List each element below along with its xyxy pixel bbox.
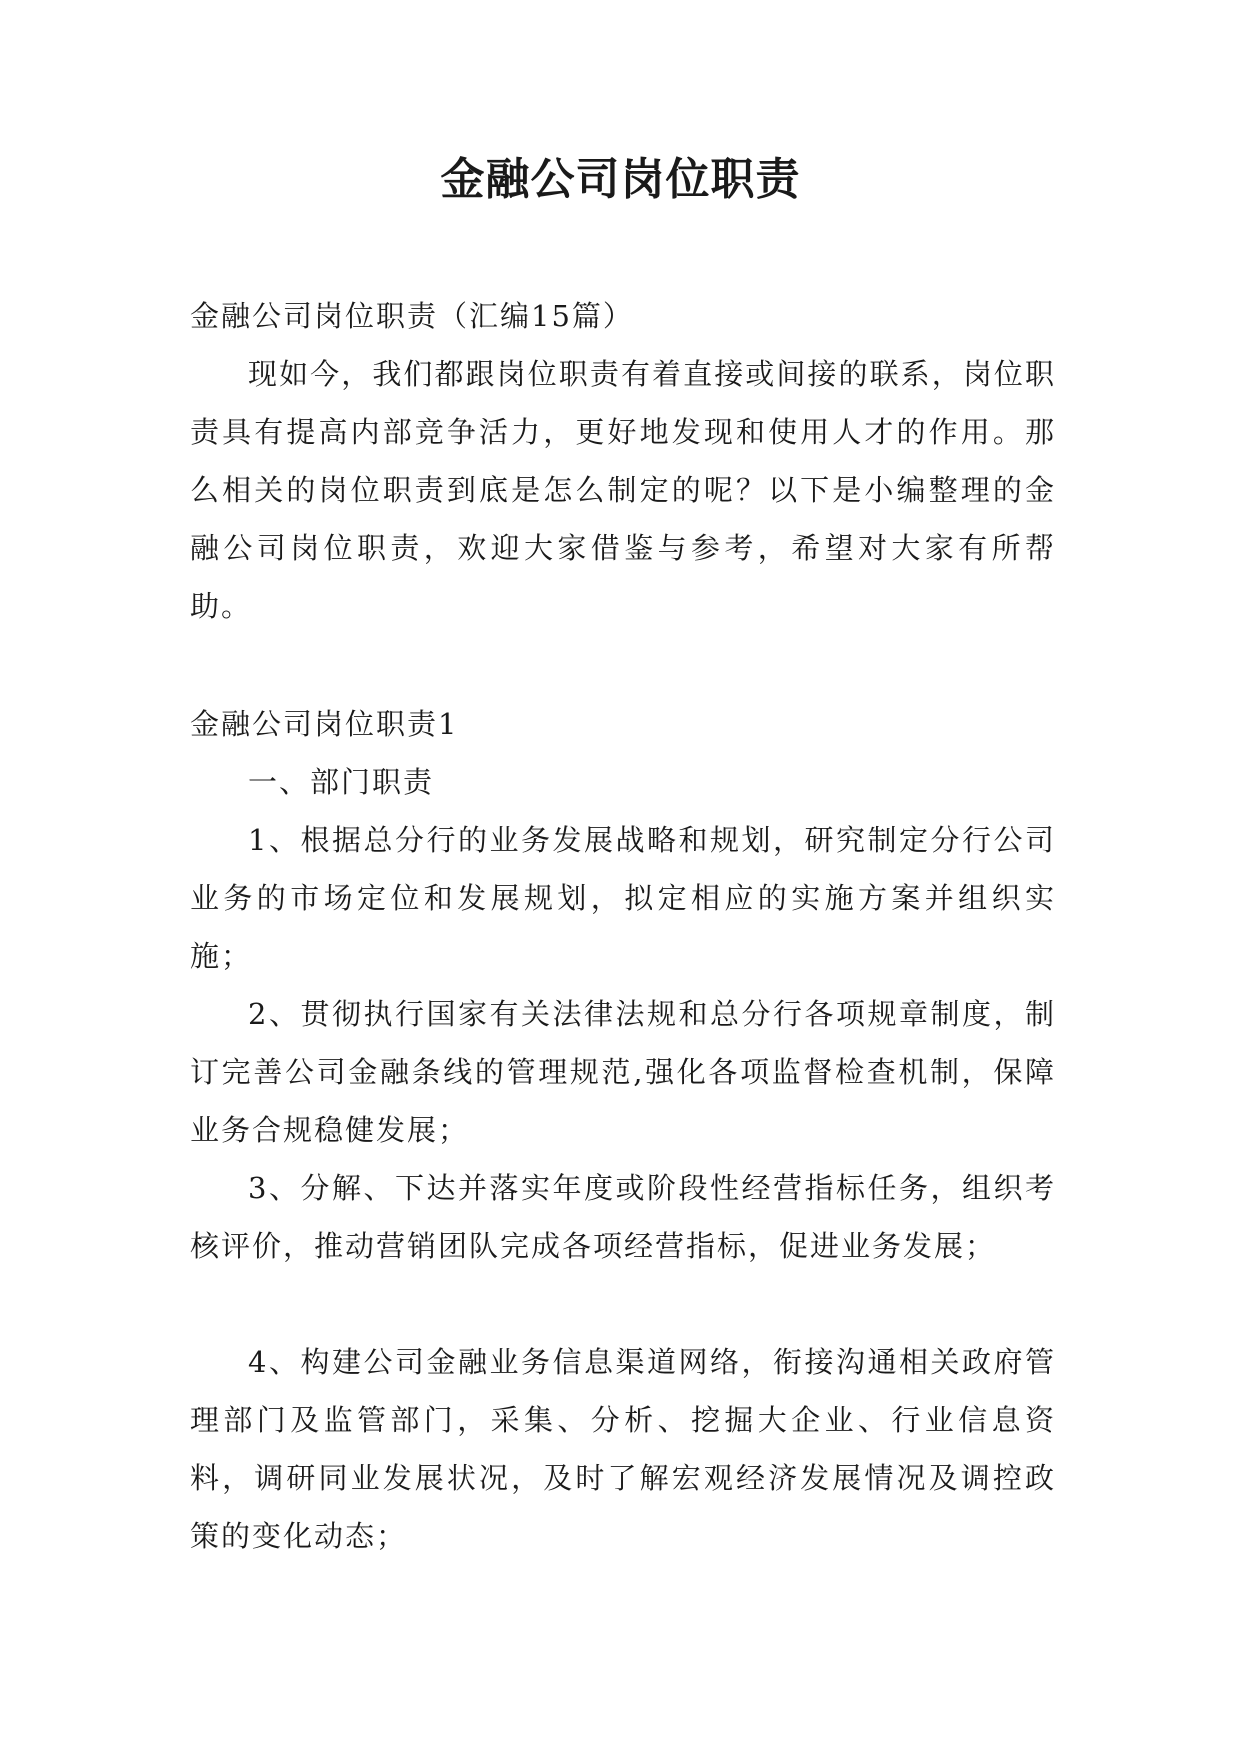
section-title: 金融公司岗位职责1 (190, 707, 459, 741)
intro-paragraph: 现如今，我们都跟岗位职责有着直接或间接的联系，岗位职责具有提高内部竞争活力，更好地发现和使用人才的作用。那么相关的岗位职责到底是怎么制定的呢？以下是小编整理的金融公司岗位职责，欢迎大家借鉴与参考，希望对大家有所帮助。 (190, 357, 1056, 623)
document-subtitle: 金融公司岗位职责（汇编15篇） (190, 299, 634, 333)
document-title: 金融公司岗位职责 (440, 154, 801, 205)
duty-item-4: 4、构建公司金融业务信息渠道网络，衔接沟通相关政府管理部门及监管部门，采集、分析、挖掘大企业、行业信息资料，调研同业发展状况，及时了解宏观经济发展情况及调控政策的变化动态； (190, 1345, 1056, 1553)
duty-item-2: 2、贯彻执行国家有关法律法规和总分行各项规章制度，制订完善公司金融条线的管理规范,强化各项监督检查机制，保障业务合规稳健发展； (190, 997, 1056, 1147)
duty-item-1: 1、根据总分行的业务发展战略和规划，研究制定分行公司业务的市场定位和发展规划，拟定相应的实施方案并组织实施； (190, 823, 1056, 973)
section-heading: 一、部门职责 (248, 765, 435, 799)
duty-item-3: 3、分解、下达并落实年度或阶段性经营指标任务，组织考核评价，推动营销团队完成各项经营指标，促进业务发展； (190, 1171, 1056, 1263)
